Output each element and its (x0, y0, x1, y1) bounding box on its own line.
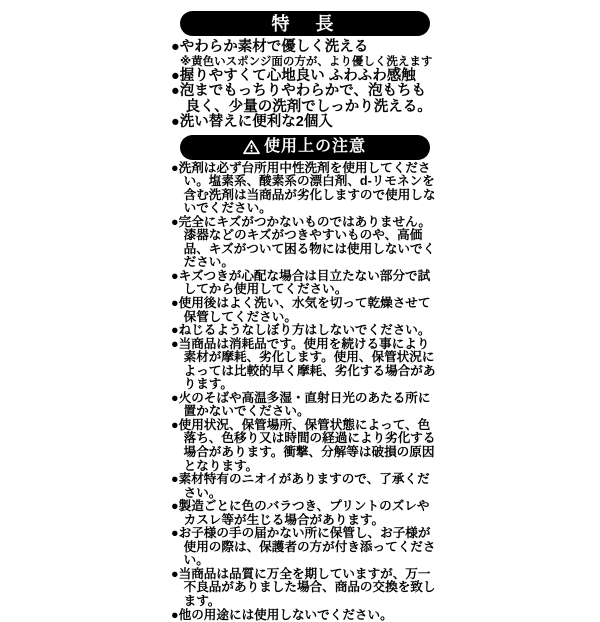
features-section (171, 11, 438, 131)
features-header-label: 特 長 (272, 15, 338, 33)
precautions-header-label: 使用上の注意 (264, 139, 366, 155)
precaution-item: ●キズつきが心配な場合は目立たない部分で試してから使用してください。 (171, 270, 438, 297)
precautions-section (171, 135, 438, 622)
precautions-list (171, 162, 438, 622)
precaution-item: ●使用後はよく洗い、水気を切って乾燥させて保管してください。 (171, 297, 438, 324)
precautions-header-pill (180, 135, 430, 160)
precaution-item: ●ねじるようなしぼり方はしないでください。 (171, 324, 438, 338)
precaution-item: ●洗剤は必ず台所用中性洗剤を使用してください。塩素系、酸素系の漂白剤、d-リモネンを含む洗剤は当商品が劣化しますので使用しないでください。 (171, 162, 438, 216)
instruction-sheet (171, 11, 438, 622)
feature-item: ●泡までもっちりやわらかで、泡もちも良く、少量の洗剤でしっかり洗える。 (171, 84, 438, 115)
precaution-item: ●製造ごとに色のバラつき、プリントのズレやカスレ等が生じる場合があります。 (171, 500, 438, 527)
precaution-item: ●使用状況、保管場所、保管状態によって、色落ち、色移り又は時間の経過により劣化する場合があります。衝撃、分解等は破損の原因となります。 (171, 419, 438, 473)
precaution-item: ●火のそばや高温多湿・直射日光のあたる所に置かないでください。 (171, 392, 438, 419)
feature-item: ●やわらか素材で優しく洗える (171, 40, 438, 56)
precaution-item: ●素材特有のニオイがありますので、了承ください。 (171, 473, 438, 500)
feature-subnote: ※黄色いスポンジ面の方が、より優しく洗えます (180, 56, 438, 69)
precaution-item: ●他の用途には使用しないでください。 (171, 609, 438, 622)
warning-icon (243, 139, 260, 155)
precaution-item: ●当商品は品質に万全を期していますが、万一不良品がありました場合、商品の交換を致します。 (171, 568, 438, 609)
precaution-item: ●完全にキズがつかないものではありません。漆器などのキズがつきやすいものや、高価品、キズがついて困る物には使用しないでください。 (171, 216, 438, 270)
feature-item: ●握りやすくて心地良い ふわふわ感触 (171, 69, 438, 85)
features-header-pill (180, 11, 430, 36)
precaution-item: ●お子様の手の届かない所に保管し、お子様が使用の際は、保護者の方が付き添ってください。 (171, 527, 438, 568)
features-list (171, 40, 438, 131)
feature-item: ●洗い替えに便利な2個入 (171, 115, 438, 131)
precaution-item: ●当商品は消耗品です。使用を続ける事により素材が摩耗、劣化します。使用、保管状況によっては比較的早く摩耗、劣化する場合があります。 (171, 338, 438, 392)
